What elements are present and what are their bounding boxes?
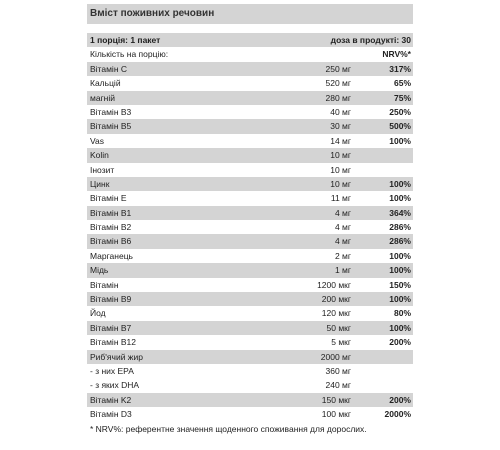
nutrient-amount: 360 мг: [325, 365, 351, 376]
nutrient-name: Вітамін B12: [90, 337, 136, 348]
nutrient-amount: 4 мг: [334, 236, 351, 247]
nutrient-amount: 14 мг: [330, 135, 351, 146]
table-row: [87, 335, 413, 349]
nutrient-amount: 5 мкг: [331, 337, 351, 348]
nutrient-name: Вітамін K2: [90, 394, 132, 405]
nutrient-nrv: 100%: [389, 322, 411, 333]
table-row: [87, 119, 413, 133]
table-row: [87, 191, 413, 205]
table-title: Вміст поживних речовин: [87, 4, 413, 24]
nutrient-nrv: 65%: [393, 78, 411, 89]
nutrient-name: магній: [90, 92, 116, 103]
nutrient-amount: 40 мг: [330, 106, 351, 117]
nutrient-amount: 120 мкг: [321, 308, 351, 319]
nutrient-name: Вітамін B2: [90, 222, 132, 233]
nutrient-amount: 11 мг: [330, 193, 351, 204]
nutrient-amount: 4 мг: [334, 207, 351, 218]
nutrient-name: Вітамін B9: [90, 294, 132, 305]
nutrient-name: Риб'ячий жир: [90, 351, 143, 362]
table-row: [87, 263, 413, 277]
nutrient-name: - з них EPA: [90, 365, 134, 376]
nutrient-amount: 2000 мг: [320, 351, 351, 362]
nutrient-name: Вітамін C: [90, 63, 128, 74]
nutrient-name: Вітамін B6: [90, 236, 132, 247]
nutrient-amount: 2 мг: [334, 250, 351, 261]
nutrient-name: Вітамін: [90, 279, 119, 290]
nutrient-amount: 240 мг: [325, 380, 351, 391]
nutrient-nrv: 250%: [389, 106, 411, 117]
nutrient-nrv: 317%: [389, 63, 411, 74]
nutrient-name: Вітамін D3: [90, 409, 132, 420]
nutrient-name: Мідь: [90, 265, 109, 276]
spacer: [87, 24, 413, 33]
table-row: [87, 134, 413, 148]
table-row: [87, 350, 413, 364]
nutrient-nrv: 286%: [389, 222, 411, 233]
nutrient-name: Цинк: [90, 178, 110, 189]
nutrient-nrv: 80%: [393, 308, 411, 319]
nutrient-name: Kolin: [90, 150, 109, 161]
nutrient-name: Vas: [90, 135, 105, 146]
serving-row: [87, 33, 413, 47]
table-row: [87, 249, 413, 263]
footnote: * NRV%: референтне значення щоденного споживання для дорослих.: [90, 423, 367, 434]
nutrient-nrv: 100%: [389, 135, 411, 146]
nutrient-name: Йод: [90, 308, 106, 319]
nutrient-amount: 1200 мкг: [317, 279, 351, 290]
nutrient-amount: 50 мкг: [326, 322, 351, 333]
table-row: [87, 306, 413, 320]
nutrient-rows: [87, 62, 413, 422]
table-row: [87, 393, 413, 407]
table-row: [87, 177, 413, 191]
nutrient-nrv: 364%: [389, 207, 411, 218]
table-row: [87, 76, 413, 90]
nutrient-amount: 1 мг: [334, 265, 351, 276]
nutrient-nrv: 200%: [389, 337, 411, 348]
nutrient-amount: 150 мкг: [321, 394, 351, 405]
table-row: [87, 206, 413, 220]
nutrient-amount: 280 мг: [325, 92, 351, 103]
nutrient-nrv: 500%: [389, 121, 411, 132]
table-row: [87, 364, 413, 378]
nutrient-name: Вітамін B5: [90, 121, 132, 132]
amount-per-serving-label: Кількість на порцію:: [90, 49, 169, 60]
nutrient-nrv: 150%: [389, 279, 411, 290]
nutrient-name: Вітамін E: [90, 193, 127, 204]
nutrient-nrv: 200%: [389, 394, 411, 405]
table-row: [87, 407, 413, 421]
table-row: [87, 91, 413, 105]
table-row: [87, 292, 413, 306]
table-row: [87, 220, 413, 234]
table-row: [87, 278, 413, 292]
table-row: [87, 163, 413, 177]
nutrient-nrv: 2000%: [384, 409, 411, 420]
nutrient-name: Кальцій: [90, 78, 121, 89]
servings-per-container: доза в продукті: 30: [330, 35, 411, 45]
serving-size-label: 1 порція: 1 пакет: [90, 35, 161, 45]
nrv-column-header: NRV%*: [382, 49, 411, 60]
nutrient-nrv: 100%: [389, 178, 411, 189]
nutrient-name: Вітамін B1: [90, 207, 132, 218]
nutrient-nrv: 100%: [389, 193, 411, 204]
nutrient-amount: 10 мг: [330, 178, 351, 189]
nutrient-name: Вітамін B7: [90, 322, 132, 333]
nutrient-amount: 100 мкг: [321, 409, 351, 420]
table-row: [87, 234, 413, 248]
nutrient-nrv: 75%: [393, 92, 411, 103]
nutrient-name: Марганець: [90, 250, 133, 261]
nutrient-amount: 10 мг: [330, 150, 351, 161]
nutrient-nrv: 100%: [389, 265, 411, 276]
table-row: [87, 105, 413, 119]
nutrient-amount: 200 мкг: [321, 294, 351, 305]
nutrient-nrv: 100%: [389, 250, 411, 261]
nutrient-amount: 520 мг: [325, 78, 351, 89]
table-row: [87, 148, 413, 162]
table-row: [87, 62, 413, 76]
table-row: [87, 321, 413, 335]
header-row: [87, 47, 413, 61]
nutrient-amount: 4 мг: [334, 222, 351, 233]
nutrition-table: [87, 4, 413, 436]
nutrient-nrv: 286%: [389, 236, 411, 247]
table-row: [87, 378, 413, 392]
nutrient-name: Інозит: [90, 164, 115, 175]
nutrient-amount: 30 мг: [330, 121, 351, 132]
nutrient-name: Вітамін B3: [90, 106, 132, 117]
nutrient-amount: 10 мг: [330, 164, 351, 175]
nutrient-nrv: 100%: [389, 294, 411, 305]
nutrient-name: - з яких DHA: [90, 380, 140, 391]
nutrient-amount: 250 мг: [325, 63, 351, 74]
